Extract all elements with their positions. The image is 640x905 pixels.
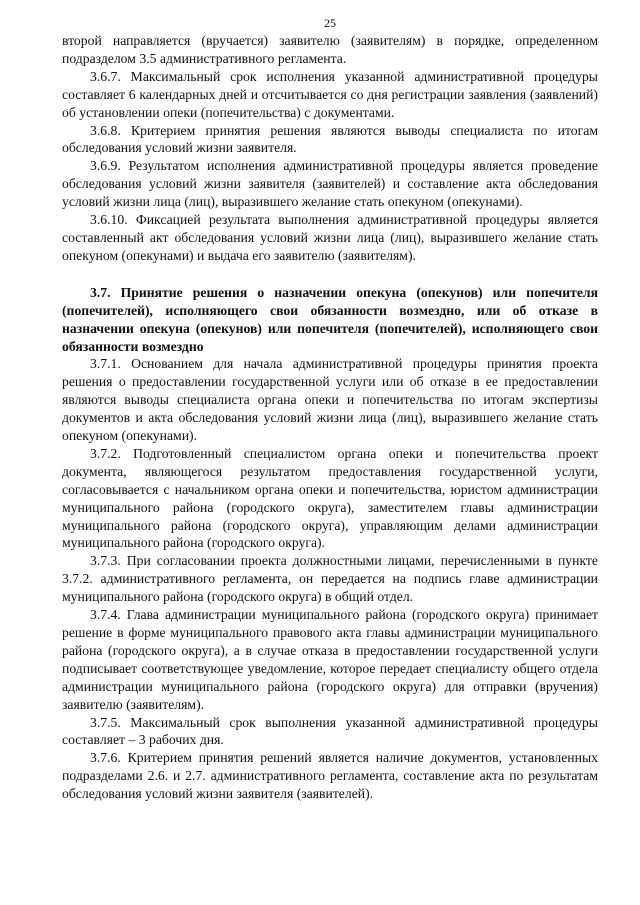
page-number: 25 xyxy=(324,16,336,30)
section-heading-3-7: 3.7. Принятие решения о назначении опекуна (опекунов) или попечителя (попечителей), исполняющего свои обязанности возмездно, или об отказе в назначении опекуна (опекунов) или попечителя (попечителей), исполняющего свои обязанности возмездно xyxy=(62,284,598,354)
document-page xyxy=(62,16,598,803)
paragraph-3-6-10: 3.6.10. Фиксацией результата выполнения административной процедуры является составленный акт обследования условий жизни лица (лиц), выразившего желание стать опекуном (опекунами) и выдача его заявителю (заявителям). xyxy=(62,212,598,263)
paragraph-3-7-6: 3.7.6. Критерием принятия решений является наличие документов, установленных подразделами 2.6. и 2.7. административного регламента, составление акта по результатам обследования условий жизни заявителя (заявителей). xyxy=(62,750,598,802)
paragraph-3-6-9: 3.6.9. Результатом исполнения административной процедуры является проведение обследования условий жизни заявителя (заявителей) и составление акта обследования условий жизни лица (лиц), выразившего желание стать опекуном (опекунами). xyxy=(62,158,598,210)
paragraph-3-7-2: 3.7.2. Подготовленный специалистом органа опеки и попечительства проект документа, являющегося результатом предоставления государственной услуги, согласовывается с начальником органа опеки и попечительства, юристом администрации муниципального района (городского округа), заместителем главы администрации муниципального района (городского округа), управляющим делами администрации муниципального района (городского округа). xyxy=(62,445,598,551)
paragraph-3-7-4: 3.7.4. Глава администрации муниципального района (городского округа) принимает решение в форме муниципального правового акта главы администрации муниципального района (городского округа), а в случае отказа в предоставлении государственной услуги подписывает соответствующее уведомление, которое передает специалисту общего отдела администрации муниципального района (городского округа) для отправки (вручения) заявителю (заявителям). xyxy=(62,607,598,712)
paragraph-3-6-8: 3.6.8. Критерием принятия решения являются выводы специалиста по итогам обследования условий жизни заявителя. xyxy=(62,122,598,156)
paragraph-3-7-1: 3.7.1. Основанием для начала административной процедуры принятия проекта решения о предоставлении государственной услуги или об отказе в ее предоставлении являются выводы специалиста органа опеки и попечительства по итогам экспертизы документов и акта обследования условий жизни лица (лиц), выразившего желание стать опекуном (опекунами). xyxy=(62,356,598,444)
paragraph-3-7-3: 3.7.3. При согласовании проекта должностными лицами, перечисленными в пункте 3.7.2. административного регламента, он передается на подпись главе администрации муниципального района (городского округа) в общий отдел. xyxy=(62,553,598,605)
paragraph-3-7-5: 3.7.5. Максимальный срок выполнения указанной административной процедуры составляет – 3 рабочих дня. xyxy=(62,714,598,748)
paragraph-continuation: второй направляется (вручается) заявителю (заявителям) в порядке, определенном подразделом 3.5 административного регламента. xyxy=(62,33,598,66)
paragraph-3-6-7: 3.6.7. Максимальный срок исполнения указанной административной процедуры составляет 6 календарных дней и отсчитывается со дня регистрации заявления (заявлений) об установлении опеки (попечительства) с документами. xyxy=(62,68,598,120)
